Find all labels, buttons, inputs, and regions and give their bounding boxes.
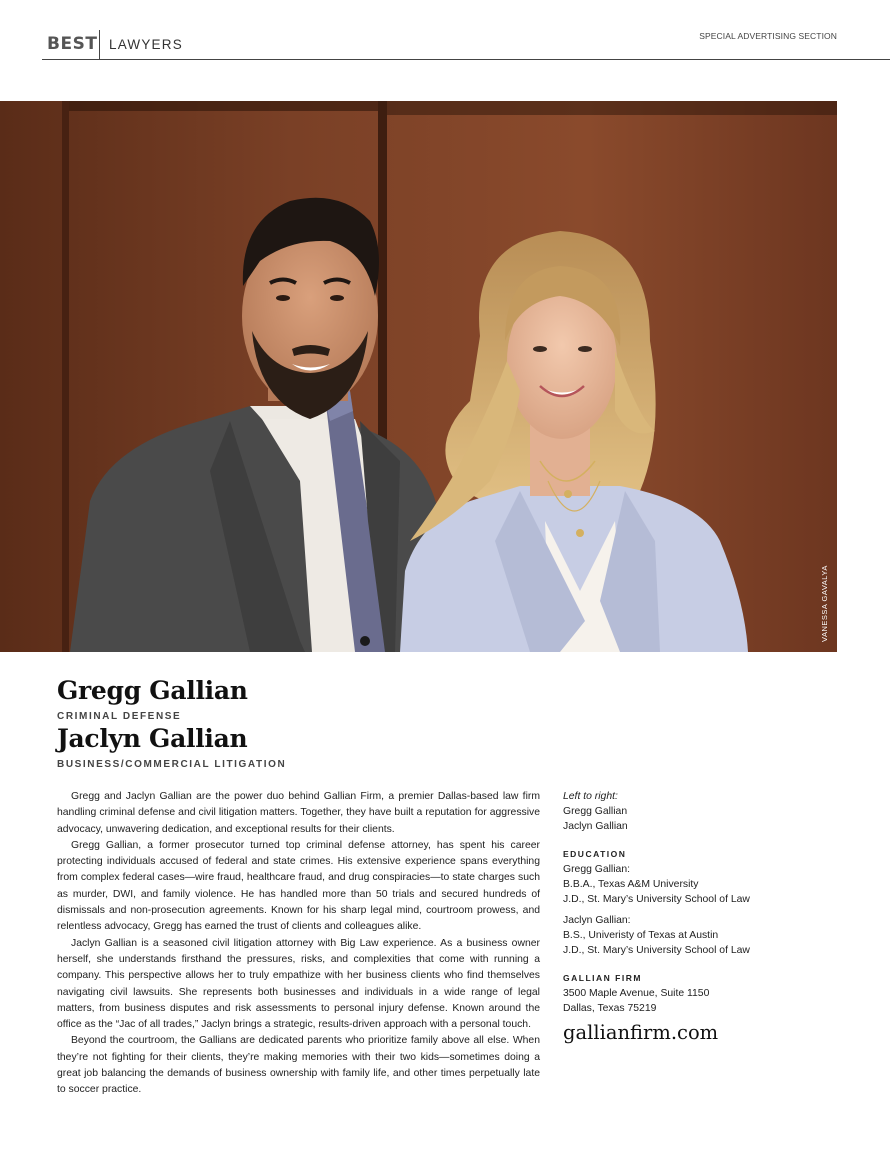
firm-address-line: Dallas, Texas 75219 [563, 1003, 657, 1014]
attorney-specialty-jaclyn: BUSINESS/COMMERCIAL LITIGATION [57, 759, 287, 770]
magazine-brand: BEST [47, 34, 98, 54]
photo-caption-label: Left to right: [563, 791, 618, 802]
bio-paragraph: Gregg Gallian, a former prosecutor turned top criminal defense attorney, has spent his career protecting individuals accused of federal and state crimes. His extensive experience spans everything from complex federal cases—wire fraud, healthcare fraud, and drug conspiracies—to state charges such as murder, DWI, and family violence. He has handled more than 50 trials and secured hundreds of dismissals and non-prosecution agreements. Known for his sharp legal mind, courtroom prowess, and relentless advocacy, Gregg has earned the trust of clients and colleagues alike. [57, 839, 540, 933]
attorney-name-jaclyn: Jaclyn Gallian [57, 724, 248, 753]
photo-credit: VANESSA GAVALYA [820, 565, 829, 642]
education-degree: B.S., Univeristy of Texas at Austin [563, 930, 719, 941]
education-person: Jaclyn Gallian: [563, 915, 631, 926]
attorney-name-gregg: Gregg Gallian [57, 676, 248, 705]
education-degree: J.D., St. Mary’s University School of Law [563, 945, 750, 956]
firm-website-link[interactable]: gallianfirm.com [563, 1021, 719, 1044]
bio-paragraph: Gregg and Jaclyn Gallian are the power duo behind Gallian Firm, a premier Dallas-based law firm handling criminal defense and civil litigation matters. Together, they have built a reputation for aggressive advocacy, unwavering dedication, and exceptional results for their clients. [57, 791, 540, 835]
page-header [42, 28, 890, 60]
advertising-label: SPECIAL ADVERTISING SECTION [699, 31, 837, 41]
education-heading: EDUCATION [563, 849, 627, 859]
sidebar [563, 789, 863, 1016]
biography [57, 789, 540, 1099]
bio-paragraph: Beyond the courtroom, the Gallians are dedicated parents who prioritize family above all else. When they’re not fighting for their clients, they’re making memories with their two kids—sometimes doing a great job balancing the demands of business ownership with family life, and other times perpetually late to soccer practice. [57, 1035, 540, 1096]
portrait-photo [0, 101, 837, 652]
firm-address-line: 3500 Maple Avenue, Suite 1150 [563, 988, 710, 999]
magazine-section: LAWYERS [109, 37, 183, 52]
attorney-specialty-gregg: CRIMINAL DEFENSE [57, 711, 182, 722]
photo-caption-name: Jaclyn Gallian [563, 821, 628, 832]
education-degree: J.D., St. Mary’s University School of Law [563, 894, 750, 905]
education-person: Gregg Gallian: [563, 864, 630, 875]
education-degree: B.B.A., Texas A&M University [563, 879, 699, 890]
brand-divider [99, 30, 100, 60]
portrait-illustration [0, 101, 837, 652]
bio-paragraph: Jaclyn Gallian is a seasoned civil litigation attorney with Big Law experience. As a business owner herself, she understands firsthand the pressures, risks, and complexities that come with running a company. This perspective allows her to truly empathize with her business clients who find themselves navigating civil lawsuits. She represents both businesses and individuals in a wide range of legal matters, from business disputes and risk assessments to personal injury defense. Known around the office as the “Jac of all trades,” Jaclyn brings a strategic, results-driven approach with a personal touch. [57, 937, 540, 1031]
firm-heading: GALLIAN FIRM [563, 973, 642, 983]
photo-caption-name: Gregg Gallian [563, 806, 628, 817]
